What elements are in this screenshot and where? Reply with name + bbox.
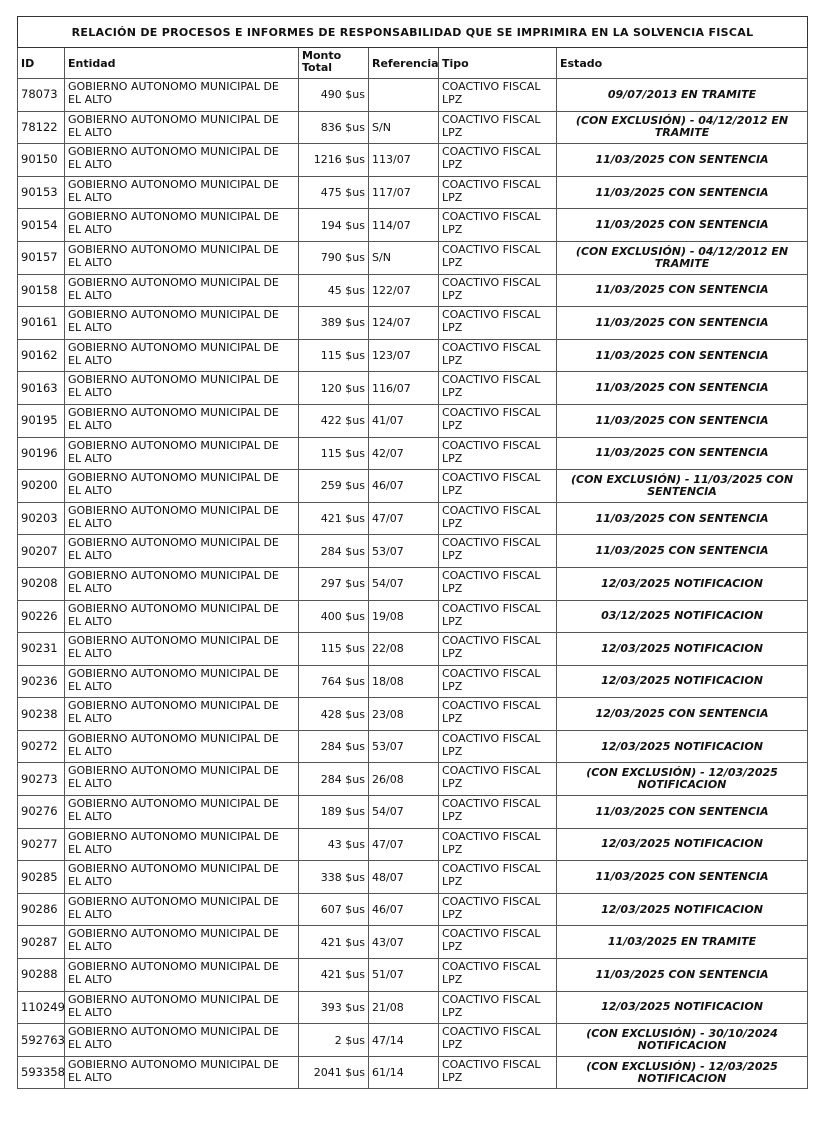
table-row [18, 1024, 808, 1057]
cell-monto: 194 $us [299, 209, 369, 242]
cell-referencia: 51/07 [369, 959, 439, 992]
cell-estado: 11/03/2025 CON SENTENCIA [557, 796, 808, 829]
cell-estado: (CON EXCLUSIÓN) - 12/03/2025 NOTIFICACION [557, 1056, 808, 1089]
cell-entidad: GOBIERNO AUTONOMO MUNICIPAL DE EL ALTO [65, 861, 299, 894]
cell-entidad: GOBIERNO AUTONOMO MUNICIPAL DE EL ALTO [65, 991, 299, 1024]
cell-estado: 12/03/2025 NOTIFICACION [557, 730, 808, 763]
cell-referencia: 47/07 [369, 502, 439, 535]
cell-estado: (CON EXCLUSIÓN) - 04/12/2012 EN TRAMITE [557, 111, 808, 144]
cell-estado: 11/03/2025 CON SENTENCIA [557, 959, 808, 992]
solvency-document [17, 16, 807, 1089]
cell-id: 90276 [18, 796, 65, 829]
cell-entidad: GOBIERNO AUTONOMO MUNICIPAL DE EL ALTO [65, 404, 299, 437]
cell-id: 90226 [18, 600, 65, 633]
cell-estado: 11/03/2025 CON SENTENCIA [557, 437, 808, 470]
cell-monto: 115 $us [299, 437, 369, 470]
cell-tipo: COACTIVO FISCAL LPZ [439, 372, 557, 405]
cell-estado: 03/12/2025 NOTIFICACION [557, 600, 808, 633]
cell-id: 90158 [18, 274, 65, 307]
column-header-referencia: Referencia [369, 48, 439, 79]
cell-entidad: GOBIERNO AUTONOMO MUNICIPAL DE EL ALTO [65, 1056, 299, 1089]
cell-id: 90153 [18, 176, 65, 209]
document-title: RELACIÓN DE PROCESOS E INFORMES DE RESPONSABILIDAD QUE SE IMPRIMIRA EN LA SOLVENCIA FISCAL [18, 17, 808, 48]
table-row [18, 241, 808, 274]
cell-tipo: COACTIVO FISCAL LPZ [439, 796, 557, 829]
cell-id: 110249 [18, 991, 65, 1024]
cell-entidad: GOBIERNO AUTONOMO MUNICIPAL DE EL ALTO [65, 796, 299, 829]
cell-referencia: 114/07 [369, 209, 439, 242]
cell-estado: 11/03/2025 CON SENTENCIA [557, 861, 808, 894]
cell-entidad: GOBIERNO AUTONOMO MUNICIPAL DE EL ALTO [65, 144, 299, 177]
column-header-entidad: Entidad [65, 48, 299, 79]
cell-referencia: 54/07 [369, 796, 439, 829]
cell-referencia: 117/07 [369, 176, 439, 209]
cell-estado: 11/03/2025 EN TRAMITE [557, 926, 808, 959]
cell-monto: 421 $us [299, 502, 369, 535]
cell-referencia: 47/14 [369, 1024, 439, 1057]
cell-referencia [369, 79, 439, 112]
cell-referencia: 113/07 [369, 144, 439, 177]
cell-monto: 2041 $us [299, 1056, 369, 1089]
cell-monto: 284 $us [299, 763, 369, 796]
cell-referencia: 19/08 [369, 600, 439, 633]
cell-monto: 2 $us [299, 1024, 369, 1057]
cell-estado: 11/03/2025 CON SENTENCIA [557, 209, 808, 242]
cell-id: 592763 [18, 1024, 65, 1057]
table-row [18, 209, 808, 242]
table-header-row [18, 48, 808, 79]
cell-tipo: COACTIVO FISCAL LPZ [439, 339, 557, 372]
process-table [17, 16, 808, 1089]
cell-tipo: COACTIVO FISCAL LPZ [439, 404, 557, 437]
cell-entidad: GOBIERNO AUTONOMO MUNICIPAL DE EL ALTO [65, 698, 299, 731]
cell-estado: 12/03/2025 NOTIFICACION [557, 893, 808, 926]
cell-tipo: COACTIVO FISCAL LPZ [439, 176, 557, 209]
cell-id: 90203 [18, 502, 65, 535]
cell-referencia: S/N [369, 241, 439, 274]
cell-id: 90161 [18, 307, 65, 340]
cell-estado: (CON EXCLUSIÓN) - 30/10/2024 NOTIFICACION [557, 1024, 808, 1057]
column-header-tipo: Tipo [439, 48, 557, 79]
cell-estado: 11/03/2025 CON SENTENCIA [557, 404, 808, 437]
cell-estado: 11/03/2025 CON SENTENCIA [557, 535, 808, 568]
cell-id: 90208 [18, 567, 65, 600]
cell-tipo: COACTIVO FISCAL LPZ [439, 209, 557, 242]
cell-monto: 1216 $us [299, 144, 369, 177]
table-row [18, 796, 808, 829]
cell-entidad: GOBIERNO AUTONOMO MUNICIPAL DE EL ALTO [65, 502, 299, 535]
table-row [18, 437, 808, 470]
cell-monto: 284 $us [299, 535, 369, 568]
cell-monto: 115 $us [299, 633, 369, 666]
cell-monto: 297 $us [299, 567, 369, 600]
cell-entidad: GOBIERNO AUTONOMO MUNICIPAL DE EL ALTO [65, 763, 299, 796]
cell-tipo: COACTIVO FISCAL LPZ [439, 111, 557, 144]
table-row [18, 1056, 808, 1089]
cell-monto: 400 $us [299, 600, 369, 633]
cell-tipo: COACTIVO FISCAL LPZ [439, 241, 557, 274]
cell-tipo: COACTIVO FISCAL LPZ [439, 633, 557, 666]
table-body [18, 79, 808, 1089]
table-row [18, 959, 808, 992]
cell-id: 90272 [18, 730, 65, 763]
cell-entidad: GOBIERNO AUTONOMO MUNICIPAL DE EL ALTO [65, 730, 299, 763]
table-row [18, 861, 808, 894]
cell-referencia: 21/08 [369, 991, 439, 1024]
table-row [18, 893, 808, 926]
cell-tipo: COACTIVO FISCAL LPZ [439, 763, 557, 796]
cell-id: 90195 [18, 404, 65, 437]
cell-id: 90236 [18, 665, 65, 698]
table-row [18, 763, 808, 796]
column-header-id: ID [18, 48, 65, 79]
table-row [18, 926, 808, 959]
cell-estado: 12/03/2025 NOTIFICACION [557, 828, 808, 861]
cell-estado: 11/03/2025 CON SENTENCIA [557, 274, 808, 307]
cell-id: 90157 [18, 241, 65, 274]
cell-estado: 11/03/2025 CON SENTENCIA [557, 144, 808, 177]
cell-monto: 115 $us [299, 339, 369, 372]
cell-tipo: COACTIVO FISCAL LPZ [439, 861, 557, 894]
cell-entidad: GOBIERNO AUTONOMO MUNICIPAL DE EL ALTO [65, 665, 299, 698]
table-row [18, 600, 808, 633]
cell-entidad: GOBIERNO AUTONOMO MUNICIPAL DE EL ALTO [65, 567, 299, 600]
cell-monto: 790 $us [299, 241, 369, 274]
table-row [18, 274, 808, 307]
cell-referencia: 41/07 [369, 404, 439, 437]
cell-tipo: COACTIVO FISCAL LPZ [439, 600, 557, 633]
cell-entidad: GOBIERNO AUTONOMO MUNICIPAL DE EL ALTO [65, 307, 299, 340]
cell-referencia: 123/07 [369, 339, 439, 372]
cell-monto: 422 $us [299, 404, 369, 437]
cell-estado: (CON EXCLUSIÓN) - 04/12/2012 EN TRAMITE [557, 241, 808, 274]
cell-monto: 189 $us [299, 796, 369, 829]
table-row [18, 991, 808, 1024]
cell-monto: 475 $us [299, 176, 369, 209]
cell-monto: 45 $us [299, 274, 369, 307]
column-header-estado: Estado [557, 48, 808, 79]
cell-id: 90231 [18, 633, 65, 666]
table-row [18, 307, 808, 340]
cell-entidad: GOBIERNO AUTONOMO MUNICIPAL DE EL ALTO [65, 959, 299, 992]
cell-referencia: 116/07 [369, 372, 439, 405]
cell-tipo: COACTIVO FISCAL LPZ [439, 437, 557, 470]
cell-id: 78122 [18, 111, 65, 144]
cell-monto: 490 $us [299, 79, 369, 112]
cell-referencia: 122/07 [369, 274, 439, 307]
cell-entidad: GOBIERNO AUTONOMO MUNICIPAL DE EL ALTO [65, 209, 299, 242]
cell-monto: 607 $us [299, 893, 369, 926]
cell-entidad: GOBIERNO AUTONOMO MUNICIPAL DE EL ALTO [65, 274, 299, 307]
cell-id: 90162 [18, 339, 65, 372]
cell-id: 90150 [18, 144, 65, 177]
cell-monto: 428 $us [299, 698, 369, 731]
cell-monto: 338 $us [299, 861, 369, 894]
table-row [18, 828, 808, 861]
cell-estado: 11/03/2025 CON SENTENCIA [557, 176, 808, 209]
table-row [18, 339, 808, 372]
cell-tipo: COACTIVO FISCAL LPZ [439, 535, 557, 568]
cell-referencia: 53/07 [369, 730, 439, 763]
cell-entidad: GOBIERNO AUTONOMO MUNICIPAL DE EL ALTO [65, 600, 299, 633]
cell-tipo: COACTIVO FISCAL LPZ [439, 893, 557, 926]
table-row [18, 144, 808, 177]
cell-estado: 12/03/2025 NOTIFICACION [557, 567, 808, 600]
cell-referencia: 42/07 [369, 437, 439, 470]
cell-tipo: COACTIVO FISCAL LPZ [439, 665, 557, 698]
cell-tipo: COACTIVO FISCAL LPZ [439, 1056, 557, 1089]
column-header-monto: Monto Total [299, 48, 369, 79]
cell-id: 90288 [18, 959, 65, 992]
cell-tipo: COACTIVO FISCAL LPZ [439, 991, 557, 1024]
cell-estado: (CON EXCLUSIÓN) - 11/03/2025 CON SENTENCIA [557, 470, 808, 503]
cell-monto: 284 $us [299, 730, 369, 763]
cell-tipo: COACTIVO FISCAL LPZ [439, 698, 557, 731]
cell-id: 90285 [18, 861, 65, 894]
cell-estado: 12/03/2025 NOTIFICACION [557, 633, 808, 666]
cell-referencia: 61/14 [369, 1056, 439, 1089]
cell-entidad: GOBIERNO AUTONOMO MUNICIPAL DE EL ALTO [65, 1024, 299, 1057]
table-row [18, 633, 808, 666]
cell-estado: 12/03/2025 CON SENTENCIA [557, 698, 808, 731]
cell-id: 90163 [18, 372, 65, 405]
cell-monto: 421 $us [299, 959, 369, 992]
cell-monto: 120 $us [299, 372, 369, 405]
cell-id: 90286 [18, 893, 65, 926]
cell-tipo: COACTIVO FISCAL LPZ [439, 828, 557, 861]
cell-monto: 393 $us [299, 991, 369, 1024]
cell-estado: 09/07/2013 EN TRAMITE [557, 79, 808, 112]
cell-entidad: GOBIERNO AUTONOMO MUNICIPAL DE EL ALTO [65, 828, 299, 861]
cell-id: 90200 [18, 470, 65, 503]
table-row [18, 176, 808, 209]
cell-estado: 12/03/2025 NOTIFICACION [557, 665, 808, 698]
cell-referencia: 124/07 [369, 307, 439, 340]
table-row [18, 535, 808, 568]
table-row [18, 111, 808, 144]
cell-entidad: GOBIERNO AUTONOMO MUNICIPAL DE EL ALTO [65, 79, 299, 112]
cell-tipo: COACTIVO FISCAL LPZ [439, 307, 557, 340]
cell-tipo: COACTIVO FISCAL LPZ [439, 730, 557, 763]
cell-id: 90196 [18, 437, 65, 470]
cell-referencia: 43/07 [369, 926, 439, 959]
cell-id: 78073 [18, 79, 65, 112]
cell-tipo: COACTIVO FISCAL LPZ [439, 502, 557, 535]
cell-referencia: 46/07 [369, 470, 439, 503]
cell-monto: 43 $us [299, 828, 369, 861]
cell-estado: 11/03/2025 CON SENTENCIA [557, 372, 808, 405]
cell-entidad: GOBIERNO AUTONOMO MUNICIPAL DE EL ALTO [65, 633, 299, 666]
cell-referencia: 23/08 [369, 698, 439, 731]
table-row [18, 79, 808, 112]
cell-entidad: GOBIERNO AUTONOMO MUNICIPAL DE EL ALTO [65, 111, 299, 144]
table-row [18, 730, 808, 763]
cell-entidad: GOBIERNO AUTONOMO MUNICIPAL DE EL ALTO [65, 893, 299, 926]
cell-referencia: 22/08 [369, 633, 439, 666]
cell-id: 90207 [18, 535, 65, 568]
cell-tipo: COACTIVO FISCAL LPZ [439, 470, 557, 503]
cell-monto: 421 $us [299, 926, 369, 959]
cell-entidad: GOBIERNO AUTONOMO MUNICIPAL DE EL ALTO [65, 339, 299, 372]
cell-tipo: COACTIVO FISCAL LPZ [439, 79, 557, 112]
cell-tipo: COACTIVO FISCAL LPZ [439, 959, 557, 992]
table-row [18, 470, 808, 503]
cell-referencia: 46/07 [369, 893, 439, 926]
cell-monto: 259 $us [299, 470, 369, 503]
cell-referencia: 53/07 [369, 535, 439, 568]
cell-id: 90273 [18, 763, 65, 796]
cell-referencia: 54/07 [369, 567, 439, 600]
cell-id: 90154 [18, 209, 65, 242]
cell-entidad: GOBIERNO AUTONOMO MUNICIPAL DE EL ALTO [65, 241, 299, 274]
cell-referencia: 48/07 [369, 861, 439, 894]
cell-estado: (CON EXCLUSIÓN) - 12/03/2025 NOTIFICACION [557, 763, 808, 796]
cell-tipo: COACTIVO FISCAL LPZ [439, 274, 557, 307]
cell-entidad: GOBIERNO AUTONOMO MUNICIPAL DE EL ALTO [65, 535, 299, 568]
cell-entidad: GOBIERNO AUTONOMO MUNICIPAL DE EL ALTO [65, 176, 299, 209]
cell-estado: 12/03/2025 NOTIFICACION [557, 991, 808, 1024]
cell-tipo: COACTIVO FISCAL LPZ [439, 926, 557, 959]
cell-entidad: GOBIERNO AUTONOMO MUNICIPAL DE EL ALTO [65, 437, 299, 470]
table-row [18, 665, 808, 698]
cell-id: 90287 [18, 926, 65, 959]
cell-referencia: S/N [369, 111, 439, 144]
table-row [18, 698, 808, 731]
cell-entidad: GOBIERNO AUTONOMO MUNICIPAL DE EL ALTO [65, 470, 299, 503]
cell-tipo: COACTIVO FISCAL LPZ [439, 567, 557, 600]
cell-tipo: COACTIVO FISCAL LPZ [439, 1024, 557, 1057]
table-row [18, 567, 808, 600]
cell-estado: 11/03/2025 CON SENTENCIA [557, 339, 808, 372]
table-row [18, 372, 808, 405]
cell-monto: 389 $us [299, 307, 369, 340]
cell-id: 90277 [18, 828, 65, 861]
cell-monto: 764 $us [299, 665, 369, 698]
cell-monto: 836 $us [299, 111, 369, 144]
table-row [18, 404, 808, 437]
table-row [18, 502, 808, 535]
cell-id: 593358 [18, 1056, 65, 1089]
cell-referencia: 26/08 [369, 763, 439, 796]
cell-estado: 11/03/2025 CON SENTENCIA [557, 307, 808, 340]
cell-entidad: GOBIERNO AUTONOMO MUNICIPAL DE EL ALTO [65, 372, 299, 405]
cell-tipo: COACTIVO FISCAL LPZ [439, 144, 557, 177]
cell-estado: 11/03/2025 CON SENTENCIA [557, 502, 808, 535]
cell-referencia: 18/08 [369, 665, 439, 698]
cell-id: 90238 [18, 698, 65, 731]
cell-entidad: GOBIERNO AUTONOMO MUNICIPAL DE EL ALTO [65, 926, 299, 959]
cell-referencia: 47/07 [369, 828, 439, 861]
